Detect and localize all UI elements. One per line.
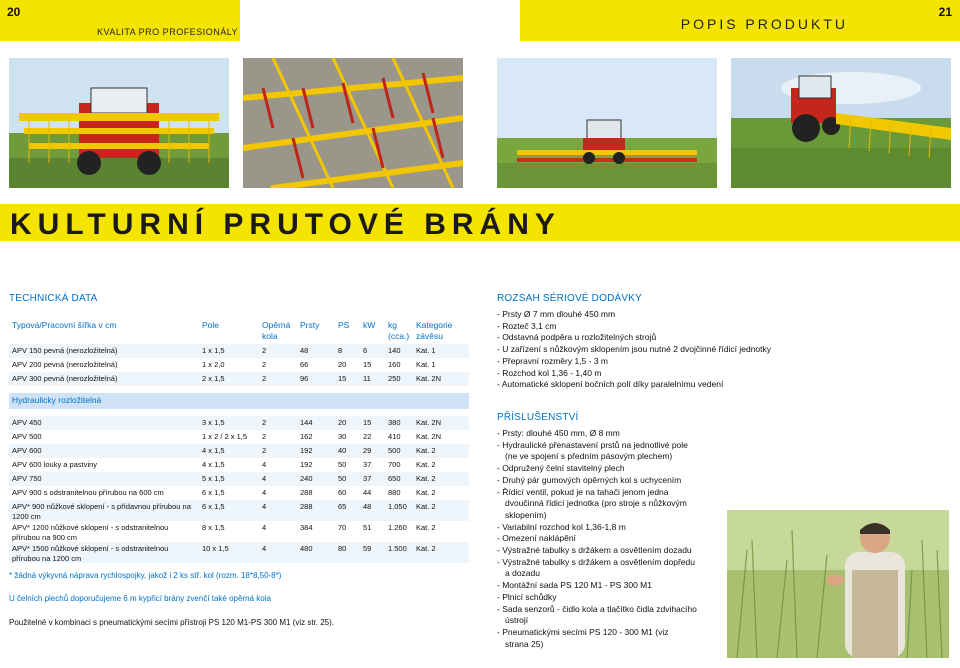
col-header-tines: Prsty (300, 320, 320, 330)
cell: 80 (335, 542, 360, 563)
list-item: - Variabilní rozchod kol 1,36-1,8 m (497, 521, 626, 532)
cell: 15 (360, 416, 385, 430)
cell: 70 (338, 523, 347, 532)
cell: 4 (259, 472, 297, 486)
cell: 51 (363, 523, 372, 532)
brand-tagline: KVALITA PRO PROFESIONÁLY (97, 27, 239, 37)
cell: 1.260 (388, 523, 407, 532)
cell: 240 (297, 472, 335, 486)
cell: 59 (360, 542, 385, 563)
header-right-bar (520, 0, 960, 41)
cell: APV* 900 nůžkové sklopení - s přídavnou přírubou na 1200 cm (9, 500, 199, 521)
list-item: dvoučinná řídicí jednotka (pro stroje s nůžkovým (505, 498, 687, 509)
list-item: - Montážní sada PS 120 M1 - PS 300 M1 (497, 580, 652, 591)
cell: 250 (385, 372, 413, 386)
cell: 5 x 1,5 (199, 472, 259, 486)
cell: 192 (300, 460, 313, 469)
cell: 48 (297, 344, 335, 358)
list-item: - Přepravní rozměry 1,5 - 3 m (497, 355, 609, 366)
table-row (9, 542, 469, 563)
table-row (9, 444, 469, 458)
list-item: - Omezení naklápění (497, 533, 576, 544)
list-item: a dozadu (505, 568, 540, 579)
list-item: - Rozteč 3,1 cm (497, 320, 557, 331)
cell: 4 x 1,5 (202, 460, 225, 469)
list-item: - Prsty Ø 7 mm dlouhé 450 mm (497, 309, 616, 319)
table-row (9, 472, 469, 486)
cell: 66 (300, 360, 309, 369)
page-number-left: 20 (7, 5, 21, 19)
cell: 60 (338, 488, 347, 497)
cell: 384 (300, 523, 313, 532)
cell: 37 (360, 472, 385, 486)
technical-data-table (9, 320, 469, 563)
cell: 15 (363, 360, 372, 369)
footnote-seeders: Použitelné v kombinaci s pneumatickými secími přístroji PS 120 M1-PS 300 M1 (viz str. 25). (9, 618, 335, 627)
list-item: - Výstražné tabulky s držákem a osvětlením dopředu (497, 556, 695, 567)
list-item: strana 25) (505, 638, 544, 649)
cell: 1 x 2,0 (202, 360, 225, 369)
cell: 65 (335, 500, 360, 521)
farmer-field-photo (727, 510, 949, 658)
cell: 6 x 1,5 (199, 500, 259, 521)
cell: APV 300 pevná (nerozložitelná) (9, 372, 199, 386)
cell: APV 500 (12, 432, 42, 441)
table-row (9, 344, 469, 358)
cell: 288 (300, 488, 313, 497)
list-item: - Sada senzorů - čidlo kola a tlačítko čidla zdvihacího (497, 603, 697, 614)
cell: 410 (388, 432, 401, 441)
cell: 500 (385, 444, 413, 458)
cell: APV* 1200 nůžkové sklopení - s odstranitelnou přírubou na 900 cm (12, 523, 169, 542)
cell: 2 (259, 444, 297, 458)
cell: 20 (335, 416, 360, 430)
footnote-front-plates: U čelních plechů doporučujeme 6 m kypřicí brány zvenčí také opěrná kola (9, 594, 271, 603)
cell: 22 (363, 432, 372, 441)
cell: APV 900 s odstranitelnou přírubou na 600 cm (12, 488, 164, 497)
cell: 4 (259, 500, 297, 521)
table-spacer (9, 409, 469, 416)
cell: APV 200 pevná (nerozložitelná) (12, 360, 118, 369)
cell: APV* 1500 nůžkové sklopení - s odstranitelnou přírubou na 1200 cm (9, 542, 199, 563)
cell: 30 (338, 432, 347, 441)
cell: 4 (259, 542, 297, 563)
list-item: (ne ve spojení s předním pásovým plechem) (505, 451, 673, 462)
cell: 288 (297, 500, 335, 521)
cell: 144 (297, 416, 335, 430)
cell: 11 (360, 372, 385, 386)
accessories-list (497, 428, 727, 650)
cell: 650 (385, 472, 413, 486)
cell: 480 (297, 542, 335, 563)
cell: 8 x 1,5 (202, 523, 225, 532)
table-row (9, 416, 469, 430)
cell: APV 600 louky a pastviny (12, 460, 98, 469)
cell: APV 150 pevná (nerozložitelná) (9, 344, 199, 358)
col-header-wheels: Opěrná kola (262, 320, 291, 341)
list-item: - Výstražné tabulky s držákem a osvětlením dozadu (497, 545, 692, 556)
cell: 160 (388, 360, 401, 369)
cell: Kat. 2 (416, 523, 436, 532)
cell: 3 x 1,5 (199, 416, 259, 430)
cell: 2 (259, 416, 297, 430)
list-item: - Druhý pár gumových opěrných kol s uchycením (497, 474, 682, 485)
table-row (9, 372, 469, 386)
list-item: ústrojí (505, 615, 529, 626)
cell: 700 (388, 460, 401, 469)
list-item: - Odpružený čelní stavitelný plech (497, 463, 625, 474)
cell: 50 (335, 472, 360, 486)
cell: Kat. 2 (413, 472, 469, 486)
cell: 10 x 1,5 (199, 542, 259, 563)
cell: 4 (262, 523, 267, 532)
accessories-heading: PŘÍSLUŠENSTVÍ (497, 412, 579, 423)
cell: 44 (363, 488, 372, 497)
col-header-ps: PS (338, 320, 350, 330)
cell: 140 (385, 344, 413, 358)
cell: Kat. 2 (416, 488, 436, 497)
cell: 37 (363, 460, 372, 469)
technical-data-heading: TECHNICKÁ DATA (9, 293, 98, 304)
cell: 4 (262, 488, 267, 497)
col-header-kg: kg (cca.) (388, 320, 410, 341)
cell: 6 (360, 344, 385, 358)
cell: 1.050 (385, 500, 413, 521)
tractor-harrow-field-photo (497, 58, 717, 188)
table-spacer (9, 386, 469, 393)
table-row (9, 486, 469, 500)
cell: Kat. 2N (413, 372, 469, 386)
product-title: KULTURNÍ PRUTOVÉ BRÁNY (10, 208, 561, 241)
harrow-tines-closeup-photo (243, 58, 463, 188)
cell: 4 x 1,5 (199, 444, 259, 458)
cell: 162 (300, 432, 313, 441)
cell: 20 (338, 360, 347, 369)
cell: 4 (262, 460, 267, 469)
cell: 1.500 (385, 542, 413, 563)
cell: 29 (360, 444, 385, 458)
title-band (0, 204, 960, 241)
section-title: POPIS PRODUKTU (680, 16, 848, 32)
cell: 2 (259, 344, 297, 358)
cell: 15 (335, 372, 360, 386)
cell: 50 (338, 460, 347, 469)
cell: 48 (360, 500, 385, 521)
list-item: - Plnicí schůdky (497, 591, 557, 602)
table-header-row (9, 320, 469, 344)
list-item: sklopením) (505, 509, 547, 520)
list-item: - Hydraulické přenastavení prstů na jednotlivé pole (497, 439, 688, 450)
cell: Kat. 2 (413, 500, 469, 521)
group-label: Hydraulicky rozložitelná (9, 393, 469, 409)
cell: Kat. 2 (413, 542, 469, 563)
list-item: - Řídicí ventil, pokud je na tahači jenom jedna (497, 486, 669, 497)
cell: 6 x 1,5 (202, 488, 225, 497)
list-item: - Rozchod kol 1,36 - 1,40 m (497, 367, 602, 378)
cell: 880 (388, 488, 401, 497)
list-item: - Odstavná podpěra u rozložitelných strojů (497, 332, 657, 343)
footnote-wheels: * žádná výkyvná náprava rychlospojky, jakož i 2 ks stř. kol (rozm. 18*8,50-8*) (9, 571, 282, 580)
header-left-bar (0, 0, 240, 41)
cell: Kat. 2 (413, 444, 469, 458)
cell: 2 (262, 360, 267, 369)
cell: Kat. 2 (416, 460, 436, 469)
cell: 2 x 1,5 (199, 372, 259, 386)
tractor-front-harrow-photo (9, 58, 229, 188)
table-group-row (9, 393, 469, 409)
col-header-fields: Pole (202, 320, 220, 330)
cell: 2 (259, 372, 297, 386)
cell: 1 x 2 / 2 x 1,5 (202, 432, 248, 441)
cell: Kat. 1 (413, 344, 469, 358)
standard-equipment-list (497, 309, 827, 391)
cell: 380 (385, 416, 413, 430)
cell: Kat. 2N (413, 416, 469, 430)
table-row (9, 500, 469, 521)
table-row (9, 521, 469, 542)
col-header-type: Typová/Pracovní šířka v cm (12, 320, 117, 330)
cell: APV 450 (9, 416, 199, 430)
table-row (9, 358, 469, 372)
standard-equipment-heading: ROZSAH SÉRIOVÉ DODÁVKY (497, 293, 642, 304)
cell: 192 (297, 444, 335, 458)
list-item: - Prsty: dlouhé 450 mm, Ø 8 mm (497, 428, 620, 438)
table-row (9, 458, 469, 472)
tractor-harrow-side-photo (731, 58, 951, 188)
list-item: - Automatické sklopení bočních polí díky paralelnímu vedení (497, 379, 724, 390)
cell: 2 (262, 432, 267, 441)
cell: Kat. 2N (416, 432, 442, 441)
cell: 96 (297, 372, 335, 386)
col-header-kw: kW (363, 320, 376, 330)
cell: 40 (335, 444, 360, 458)
list-item: - U zařízení s nůžkovým sklopením jsou nutné 2 dvojčinné řídicí jednotky (497, 344, 772, 355)
cell: 1 x 1,5 (199, 344, 259, 358)
list-item: - Pneumatickými secími PS 120 - 300 M1 (viz (497, 626, 669, 637)
cell: Kat. 1 (416, 360, 436, 369)
cell: 8 (335, 344, 360, 358)
cell: APV 600 (9, 444, 199, 458)
table-row (9, 430, 469, 444)
page-number-right: 21 (938, 5, 952, 19)
col-header-category: Kategorie závěsu (416, 320, 453, 341)
cell: APV 750 (9, 472, 199, 486)
